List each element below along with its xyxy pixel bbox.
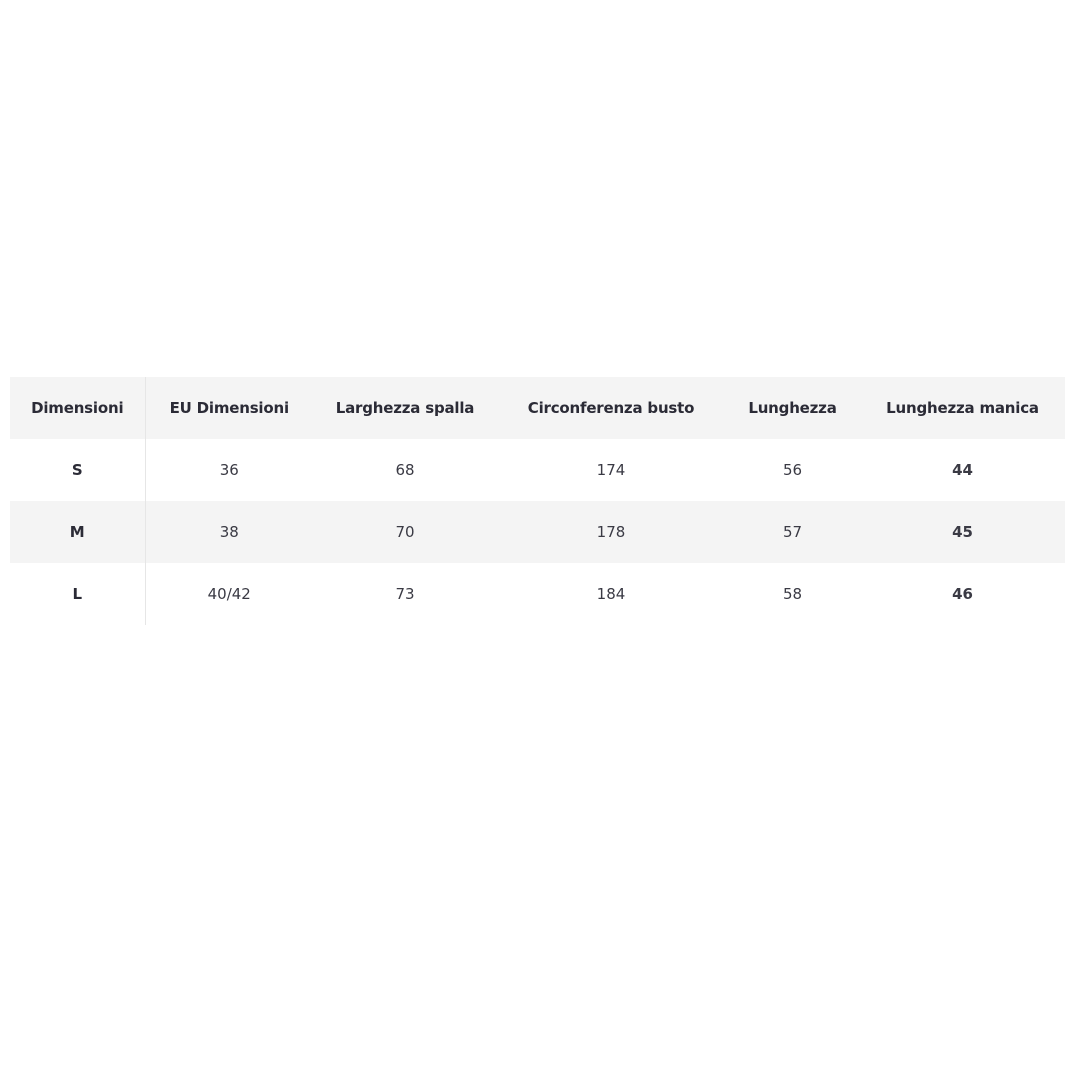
table-row xyxy=(10,563,1065,625)
length-cell: 57 xyxy=(725,501,860,563)
header-eu-dimensioni: EU Dimensioni xyxy=(145,377,313,439)
size-label: M xyxy=(10,501,145,563)
sleeve-length-cell: 46 xyxy=(952,585,973,603)
shoulder-width-cell: 68 xyxy=(395,461,415,479)
length-cell: 58 xyxy=(782,585,803,603)
table-row xyxy=(10,501,1065,563)
sleeve-length-cell: 44 xyxy=(952,461,973,479)
eu-size-cell: 36 xyxy=(219,461,239,479)
table-header-row xyxy=(10,377,1065,439)
shoulder-width-cell: 70 xyxy=(313,501,497,563)
header-lunghezza: Lunghezza xyxy=(725,377,860,439)
eu-size-cell: 40/42 xyxy=(207,585,251,603)
bust-circumference-cell: 184 xyxy=(596,585,626,603)
length-cell: 56 xyxy=(782,461,803,479)
size-chart-table xyxy=(10,377,1065,625)
size-label: S xyxy=(10,439,145,501)
header-circonferenza-busto: Circonferenza busto xyxy=(497,377,725,439)
header-larghezza-spalla: Larghezza spalla xyxy=(313,377,497,439)
header-lunghezza-manica: Lunghezza manica xyxy=(860,377,1065,439)
shoulder-width-cell: 73 xyxy=(395,585,415,603)
header-dimensioni: Dimensioni xyxy=(10,377,145,439)
sleeve-length-cell: 45 xyxy=(860,501,1065,563)
table-row xyxy=(10,439,1065,501)
bust-circumference-cell: 178 xyxy=(497,501,725,563)
eu-size-cell: 38 xyxy=(145,501,313,563)
size-label: L xyxy=(10,563,145,625)
bust-circumference-cell: 174 xyxy=(596,461,626,479)
